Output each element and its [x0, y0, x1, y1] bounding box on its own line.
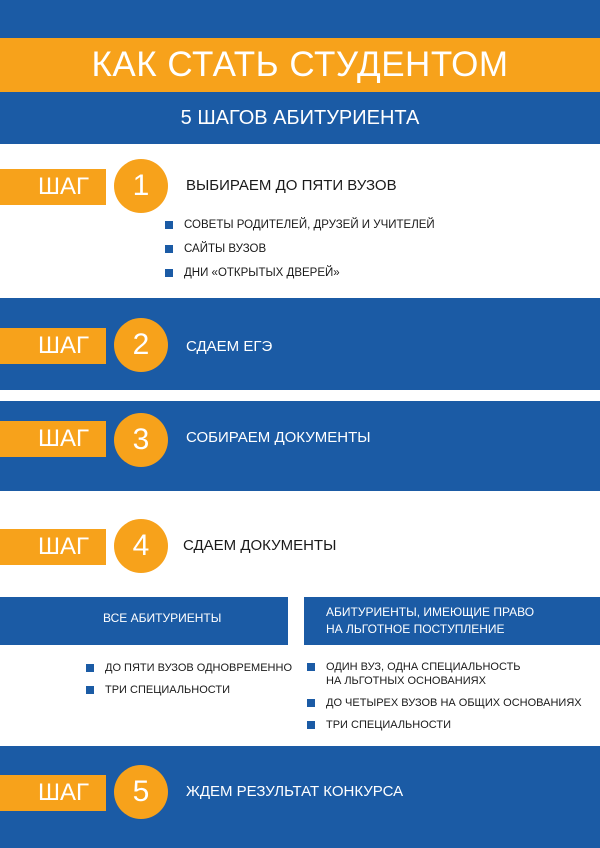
list-item: ДНИ «ОТКРЫТЫХ ДВЕРЕЙ»	[165, 266, 435, 280]
step-3-title: СОБИРАЕМ ДОКУМЕНТЫ	[186, 429, 371, 446]
step-4-number: 4	[114, 519, 168, 573]
square-bullet-icon	[307, 721, 315, 729]
step-1-number: 1	[114, 159, 168, 213]
step-3-number: 3	[114, 413, 168, 467]
square-bullet-icon	[165, 221, 173, 229]
list-item: ТРИ СПЕЦИАЛЬНОСТИ	[307, 718, 582, 732]
list-item: ОДИН ВУЗ, ОДНА СПЕЦИАЛЬНОСТЬ НА ЛЬГОТНЫХ ОСНОВАНИЯХ	[307, 660, 582, 688]
step-3-tag: ШАГ	[0, 421, 106, 457]
step-1-title: ВЫБИРАЕМ ДО ПЯТИ ВУЗОВ	[186, 177, 397, 194]
column-privileged-list	[307, 660, 582, 732]
column-header-privileged	[304, 597, 600, 645]
step-5-number: 5	[114, 765, 168, 819]
step-4-title: СДАЕМ ДОКУМЕНТЫ	[183, 537, 337, 554]
square-bullet-icon	[165, 269, 173, 277]
step-1-tag: ШАГ	[0, 169, 106, 205]
column-header-privileged-line2: НА ЛЬГОТНОЕ ПОСТУПЛЕНИЕ	[326, 622, 505, 636]
square-bullet-icon	[165, 245, 173, 253]
page-title: КАК СТАТЬ СТУДЕНТОМ	[91, 45, 509, 84]
step-5-tag: ШАГ	[0, 775, 106, 811]
step-4-tag: ШАГ	[0, 529, 106, 565]
column-header-all	[0, 597, 288, 645]
square-bullet-icon	[86, 686, 94, 694]
square-bullet-icon	[307, 663, 315, 671]
step-1-list	[165, 218, 435, 280]
list-item: ДО ПЯТИ ВУЗОВ ОДНОВРЕМЕННО	[86, 661, 292, 675]
page-subtitle: 5 ШАГОВ АБИТУРИЕНТА	[180, 107, 420, 129]
column-all-list	[86, 661, 292, 697]
step-2-title: СДАЕМ ЕГЭ	[186, 338, 273, 355]
step-5-title: ЖДЕМ РЕЗУЛЬТАТ КОНКУРСА	[186, 783, 404, 800]
square-bullet-icon	[307, 699, 315, 707]
step-2-tag: ШАГ	[0, 328, 106, 364]
list-item: ДО ЧЕТЫРЕХ ВУЗОВ НА ОБЩИХ ОСНОВАНИЯХ	[307, 696, 582, 710]
list-item: СОВЕТЫ РОДИТЕЛЕЙ, ДРУЗЕЙ И УЧИТЕЛЕЙ	[165, 218, 435, 232]
column-header-all-text: ВСЕ АБИТУРИЕНТЫ	[103, 611, 222, 625]
step-2-number: 2	[114, 318, 168, 372]
column-header-privileged-line1: АБИТУРИЕНТЫ, ИМЕЮЩИЕ ПРАВО	[326, 605, 535, 619]
top-blue-strip	[0, 0, 600, 38]
list-item: САЙТЫ ВУЗОВ	[165, 242, 435, 256]
list-item: ТРИ СПЕЦИАЛЬНОСТИ	[86, 683, 292, 697]
square-bullet-icon	[86, 664, 94, 672]
